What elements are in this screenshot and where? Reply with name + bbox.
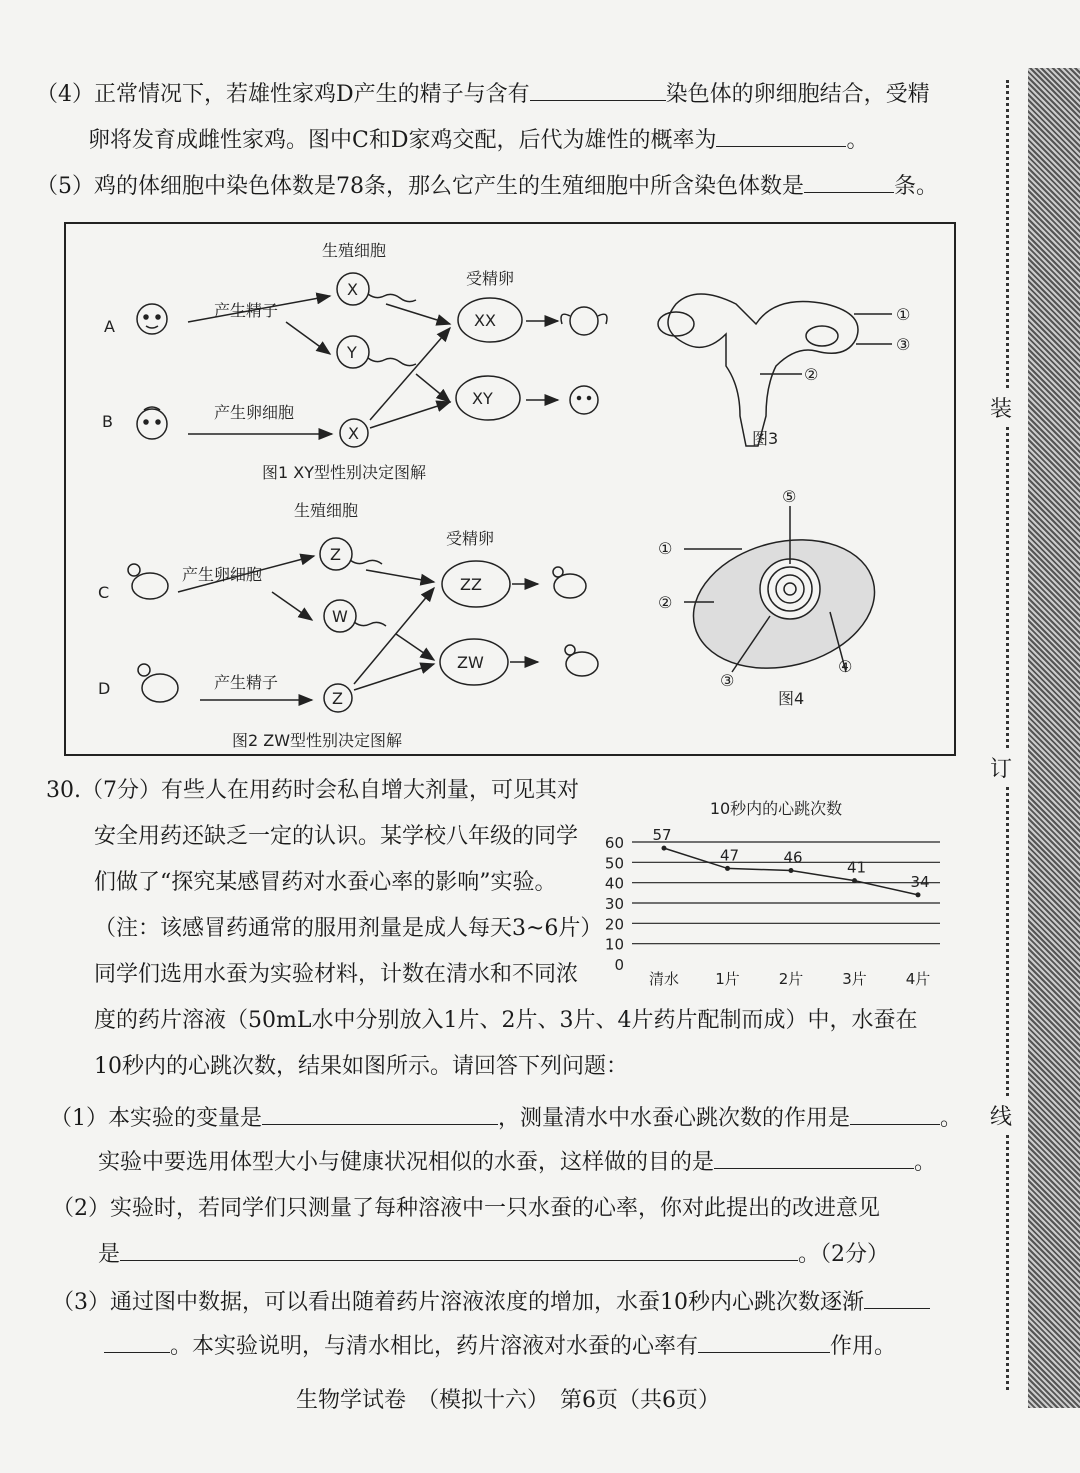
- q30-line5: 同学们选用水蚕为实验材料，计数在清水和不同浓: [94, 962, 579, 987]
- answer-blank[interactable]: [714, 1146, 914, 1169]
- q30-sub3-line2: 。本实验说明，与清水相比，药片溶液对水蚕的心率有 作用。: [104, 1330, 896, 1362]
- hen-offspring-icon: [565, 645, 598, 676]
- y-tick-label: 20: [604, 915, 624, 934]
- data-label: 41: [846, 858, 867, 877]
- x-tick-label: 4片: [905, 970, 931, 988]
- binding-dotted-line: [1006, 80, 1009, 1390]
- q29-part4-line1: （4）正常情况下，若雄性家鸡D产生的精子与含有 染色体的卵细胞结合，受精: [36, 78, 930, 110]
- fig2-caption: 图2 ZW型性别决定图解: [232, 731, 403, 750]
- q30-sub1-line2: 实验中要选用体型大小与健康状况相似的水蚕，这样做的目的是 。: [98, 1146, 936, 1178]
- binding-char-zhuang: 装: [990, 388, 1012, 427]
- answer-blank[interactable]: [864, 1286, 930, 1309]
- svg-text:ZW: ZW: [457, 653, 484, 672]
- x-tick-label: 清水: [648, 970, 680, 988]
- fig4-label-1: ①: [658, 539, 673, 558]
- q29-part5: （5）鸡的体细胞中染色体数是78条，那么它产生的生殖细胞中所含染色体数是 条。: [36, 170, 938, 202]
- y-tick-label: 10: [604, 935, 624, 954]
- data-point: [662, 846, 667, 851]
- boy-child-icon: [570, 386, 598, 414]
- sperm-x-icon: [337, 273, 416, 305]
- x-tick-label: 2片: [778, 970, 804, 988]
- sperm-y-icon: [337, 336, 416, 368]
- girl-child-icon: [561, 307, 607, 335]
- figure-box: [64, 222, 956, 756]
- q30-line2: 安全用药还缺乏一定的认识。某学校八年级的同学: [94, 824, 579, 849]
- y-tick-label: 40: [604, 874, 624, 893]
- q29-part4-line2: 卵将发育成雌性家鸡。图中C和D家鸡交配，后代为雄性的概率为 。: [88, 124, 869, 156]
- fig4-label-3: ③: [720, 671, 735, 690]
- data-point: [725, 866, 730, 871]
- q30-sub2-line2: 是 。（2分）: [98, 1238, 889, 1270]
- data-label: 57: [652, 826, 672, 845]
- q30-line6: 度的药片溶液（50mL水中分别放入1片、2片、3片、4片药片配制而成）中，水蚕在: [94, 1008, 918, 1033]
- chart-title: 10秒内的心跳次数: [709, 799, 843, 818]
- svg-text:Y: Y: [347, 343, 357, 362]
- fig4-caption: 图4: [778, 689, 805, 708]
- sperm-z-icon: [324, 684, 352, 712]
- answer-blank[interactable]: [262, 1102, 498, 1125]
- svg-text:X: X: [348, 424, 359, 443]
- q30-line3: 们做了“探究某感冒药对水蚕心率的影响”实验。: [94, 870, 557, 895]
- fig1-produce-sperm: 产生精子: [214, 301, 279, 320]
- figure-4-egg: [658, 487, 888, 708]
- fig2-label-fertilized-egg: 受精卵: [446, 529, 495, 548]
- answer-blank[interactable]: [850, 1102, 940, 1125]
- fig4-label-5: ⑤: [782, 487, 797, 506]
- svg-text:Z: Z: [332, 689, 343, 708]
- svg-text:ZZ: ZZ: [460, 575, 482, 594]
- girl-face-icon: [137, 407, 167, 439]
- figures-svg: [66, 224, 954, 754]
- answer-blank[interactable]: [804, 170, 894, 193]
- answer-blank[interactable]: [120, 1238, 798, 1261]
- fig1-caption: 图1 XY型性别决定图解: [262, 463, 427, 482]
- figure-2: [98, 501, 598, 750]
- fig2-produce-egg: 产生卵细胞: [182, 565, 263, 584]
- fig4-label-4: ④: [838, 657, 853, 676]
- data-point: [852, 878, 857, 883]
- heartbeat-line-chart: [596, 792, 956, 992]
- uterus-diagram: [668, 294, 858, 446]
- rooster-offspring-icon: [553, 567, 586, 598]
- svg-text:X: X: [347, 280, 358, 299]
- egg-z-icon: [320, 538, 382, 570]
- fig2-row-d: D: [98, 679, 111, 698]
- fig3-caption: 图3: [752, 429, 779, 448]
- figure-3-uterus: [658, 294, 910, 448]
- fig1-row-b: B: [102, 412, 113, 431]
- hen-icon: [128, 564, 168, 599]
- data-label: 47: [719, 846, 740, 865]
- egg-w-icon: [324, 600, 386, 632]
- svg-text:XY: XY: [472, 389, 493, 408]
- y-tick-label: 0: [614, 956, 624, 974]
- fig2-row-c: C: [98, 583, 110, 602]
- q30-sub1-line1: （1）本实验的变量是 ，测量清水中水蚕心跳次数的作用是 。: [50, 1102, 962, 1134]
- binding-stripe: [1028, 68, 1080, 1408]
- fig3-label-1: ①: [896, 305, 911, 324]
- boy-face-icon: [137, 304, 167, 334]
- egg-x-icon: [340, 419, 368, 447]
- page-footer: 生物学试卷 （模拟十六） 第6页（共6页）: [296, 1388, 720, 1413]
- binding-char-ding: 订: [990, 748, 1012, 787]
- fig4-label-2: ②: [658, 593, 673, 612]
- binding-char-xian: 线: [990, 1096, 1012, 1135]
- data-label: 34: [910, 872, 930, 891]
- svg-text:Z: Z: [330, 545, 341, 564]
- answer-blank[interactable]: [530, 78, 666, 101]
- x-tick-label: 1片: [715, 970, 740, 988]
- figure-1: [102, 241, 607, 482]
- rooster-icon: [138, 664, 178, 702]
- data-point: [789, 868, 794, 873]
- y-tick-label: 30: [604, 895, 624, 913]
- answer-blank[interactable]: [698, 1330, 830, 1353]
- svg-text:XX: XX: [474, 311, 496, 330]
- fig2-label-reproductive-cells: 生殖细胞: [294, 501, 359, 520]
- fig1-label-reproductive-cells: 生殖细胞: [322, 241, 387, 260]
- answer-blank[interactable]: [716, 124, 846, 147]
- fig1-label-fertilized-egg: 受精卵: [466, 269, 515, 288]
- fig1-produce-egg: 产生卵细胞: [214, 403, 295, 422]
- fig3-label-3: ③: [896, 335, 911, 354]
- fig1-row-a: A: [104, 317, 115, 336]
- y-tick-label: 50: [604, 854, 624, 873]
- q30-sub3-line1: （3）通过图中数据，可以看出随着药片溶液浓度的增加，水蚕10秒内心跳次数逐渐: [52, 1286, 930, 1318]
- fig2-produce-sperm: 产生精子: [214, 673, 279, 692]
- q30-sub2-line1: （2）实验时，若同学们只测量了每种溶液中一只水蚕的心率，你对此提出的改进意见: [52, 1196, 880, 1221]
- answer-blank[interactable]: [104, 1330, 170, 1353]
- data-label: 46: [783, 848, 803, 867]
- q30-line1: 30.（7分）有些人在用药时会私自增大剂量，可见其对: [46, 778, 579, 803]
- data-point: [916, 892, 921, 897]
- x-tick-label: 3片: [842, 970, 867, 988]
- fig3-label-2: ②: [804, 365, 819, 384]
- q30-line7: 10秒内的心跳次数，结果如图所示。请回答下列问题：: [94, 1054, 628, 1079]
- q30-line4: （注：该感冒药通常的服用剂量是成人每天3~6片）: [94, 916, 603, 941]
- y-tick-label: 60: [604, 834, 624, 852]
- svg-text:W: W: [332, 607, 348, 626]
